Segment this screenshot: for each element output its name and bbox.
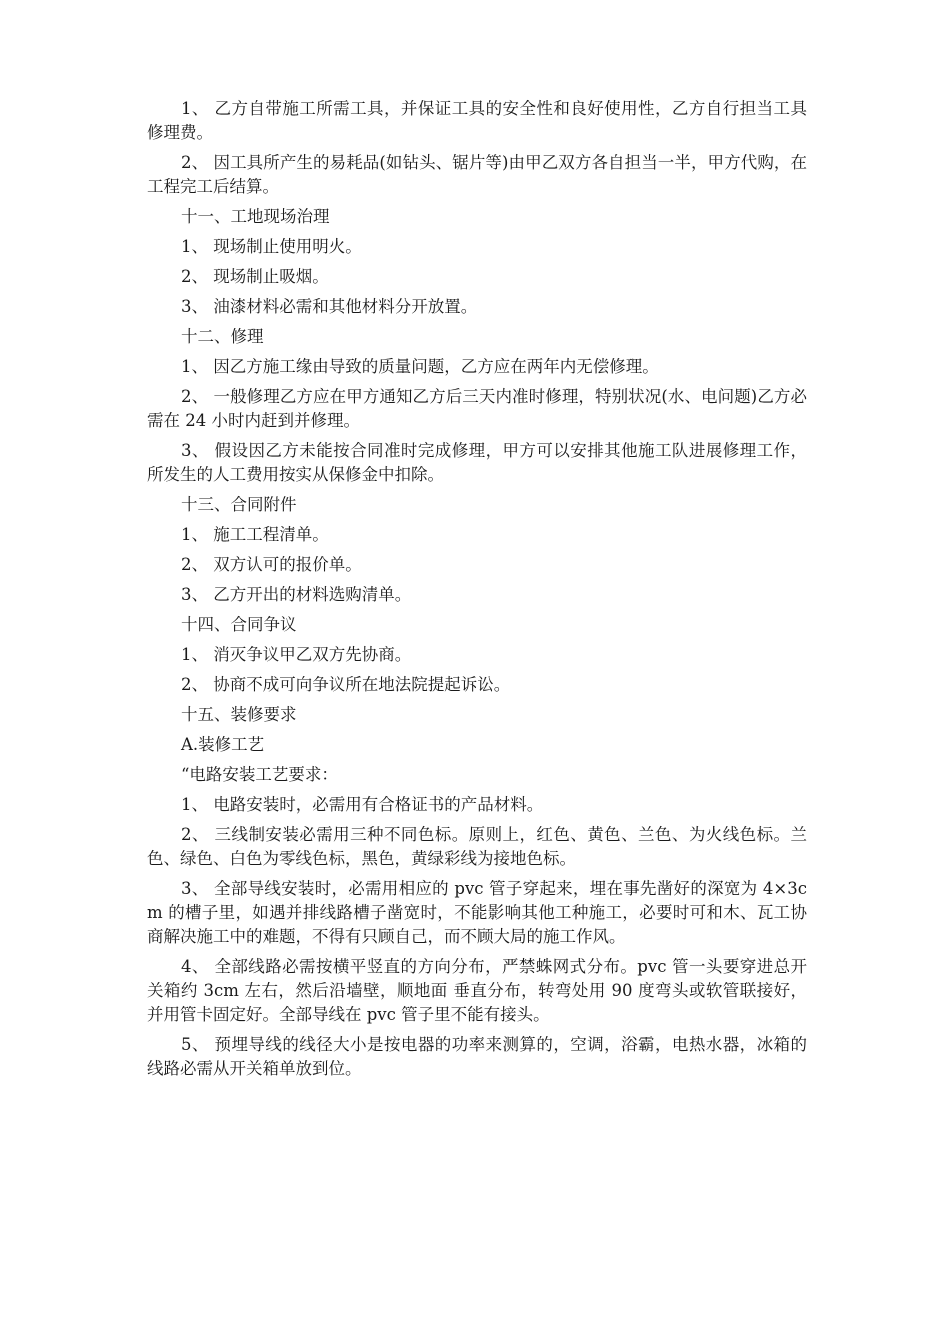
paragraph-12: 1、 消灭争议甲乙双方先协商。 — [181, 645, 412, 664]
paragraph-6: 1、 因乙方施工缘由导致的质量问题，乙方应在两年内无偿修理。 — [181, 357, 659, 376]
paragraph-8: 3、 假设因乙方未能按合同准时完成修理，甲方可以安排其他施工队进展修理工作，所发生的人工费用按实从保修金中扣除。 — [147, 441, 807, 484]
paragraph-18: 5、 预埋导线的线径大小是按电器的功率来测算的，空调，浴霸，电热水器，冰箱的线路必需从开关箱单放到位。 — [147, 1035, 807, 1078]
section-heading-14: 十四、合同争议 — [181, 615, 297, 634]
paragraph-15: 2、 三线制安装必需用三种不同色标。原则上，红色、黄色、兰色、为火线色标。兰色、绿色、白色为零线色标，黑色，黄绿彩线为接地色标。 — [147, 825, 807, 868]
paragraph-4: 2、 现场制止吸烟。 — [181, 267, 329, 286]
section-heading-15: 十五、装修要求 — [181, 705, 297, 724]
document-page — [147, 97, 807, 1087]
section-heading-11: 十一、工地现场治理 — [181, 207, 330, 226]
paragraph-16: 3、 全部导线安装时，必需用相应的 pvc 管子穿起来，埋在事先凿好的深宽为 4×3cm 的槽子里，如遇并排线路槽子凿宽时，不能影响其他工种施工，必要时可和木、瓦工协商解决施工中的难题，不得有只顾自己，而不顾大局的施工作风。 — [147, 879, 807, 946]
subsection-heading-a: A.装修工艺 — [181, 735, 265, 754]
paragraph-17: 4、 全部线路必需按横平竖直的方向分布，严禁蛛网式分布。pvc 管一头要穿进总开关箱约 3cm 左右，然后沿墙壁，顺地面 垂直分布，转弯处用 90 度弯头或软管联接好，并用管卡固定好。全部导线在 pvc 管子里不能有接头。 — [147, 957, 807, 1024]
paragraph-14: 1、 电路安装时，必需用有合格证书的产品材料。 — [181, 795, 544, 814]
paragraph-9: 1、 施工工程清单。 — [181, 525, 329, 544]
paragraph-3: 1、 现场制止使用明火。 — [181, 237, 362, 256]
paragraph-10: 2、 双方认可的报价单。 — [181, 555, 362, 574]
paragraph-13: 2、 协商不成可向争议所在地法院提起诉讼。 — [181, 675, 511, 694]
paragraph-1: 1、 乙方自带施工所需工具，并保证工具的安全性和良好使用性，乙方自行担当工具修理费。 — [147, 99, 807, 142]
section-heading-13: 十三、合同附件 — [181, 495, 297, 514]
paragraph-2: 2、 因工具所产生的易耗品(如钻头、锯片等)由甲乙双方各自担当一半，甲方代购，在工程完工后结算。 — [147, 153, 807, 196]
subsection-heading-electrical: “电路安装工艺要求： — [181, 765, 338, 784]
paragraph-7: 2、 一般修理乙方应在甲方通知乙方后三天内准时修理，特别状况(水、电问题)乙方必需在 24 小时内赶到并修理。 — [147, 387, 807, 430]
paragraph-5: 3、 油漆材料必需和其他材料分开放置。 — [181, 297, 478, 316]
paragraph-11: 3、 乙方开出的材料选购清单。 — [181, 585, 412, 604]
section-heading-12: 十二、修理 — [181, 327, 264, 346]
